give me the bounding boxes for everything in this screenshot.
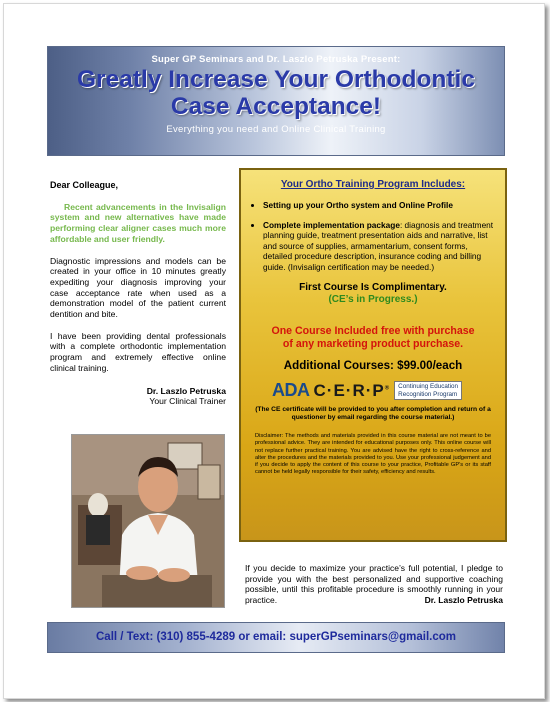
program-title: Your Ortho Training Program Includes: <box>280 179 466 190</box>
closing-signature: Dr. Laszlo Petruska <box>424 594 503 605</box>
body-paragraph-2: I have been providing dental professionals with a complete orthodontic implementation program and extremely effective online clinical training. <box>50 330 226 373</box>
program-box <box>239 168 507 542</box>
ada-letters: ADA <box>272 380 310 401</box>
offer-line-1: One Course Included free with purchase <box>271 324 475 337</box>
program-item-2 <box>263 220 495 273</box>
additional-courses-price: Additional Courses: $99.00/each <box>283 358 463 372</box>
first-course-note: First Course Is Complimentary. <box>299 281 447 293</box>
cerp-letters <box>314 381 391 401</box>
ada-cerp-logo <box>272 380 474 402</box>
signature-block <box>50 386 226 407</box>
cerp-description-line-2: Recognition Program <box>398 390 458 398</box>
page-title <box>48 66 504 120</box>
ces-note: (CE’s in Progress.) <box>328 293 418 305</box>
cerp-letters-text: C·E·R·P <box>313 380 385 400</box>
header-subtitle: Everything you need and Online Clinical Training <box>166 124 386 135</box>
program-item-1: • Setting up your Ortho system and Online Profile <box>263 200 495 211</box>
body-paragraph-1: Diagnostic impressions and models can be created in your office in 10 minutes greatly expediting your diagnosis improving your case acceptance rate when used as a demonstration model of the patient current dentition and bite. <box>50 255 226 320</box>
program-list <box>241 200 505 273</box>
header-banner <box>47 46 505 156</box>
letter-column <box>50 180 226 407</box>
presenter-line: Super GP Seminars and Dr. Laszlo Petruska Present: <box>151 54 401 65</box>
signature-role: Your Clinical Trainer <box>149 396 226 407</box>
program-item-2-heading: Complete implementation package <box>263 219 400 230</box>
cerp-description <box>394 381 462 400</box>
trainer-photo-illustration <box>72 435 224 607</box>
contact-line: Call / Text: (310) 855-4289 or email: superGPseminars@gmail.com <box>96 631 456 643</box>
signature-name: Dr. Laszlo Petruska <box>146 385 226 396</box>
offer-line-2: of any marketing product purchase. <box>282 337 464 350</box>
trainer-photo <box>71 434 225 608</box>
contact-footer <box>47 622 505 653</box>
highlight-paragraph: Recent advancements in the Invisalign system and new alternatives have made performing clear aligner cases much more affordable and user friendly. <box>50 201 226 244</box>
title-line-1: Greatly Increase Your Orthodontic <box>76 66 475 93</box>
greeting: Dear Colleague, <box>50 180 119 190</box>
cerp-description-line-1: Continuing Education <box>398 383 459 391</box>
registered-mark: ® <box>384 384 391 391</box>
title-line-2: Case Acceptance! <box>170 93 382 120</box>
free-course-offer <box>241 325 505 351</box>
certificate-note: (The CE certificate will be provided to you after completion and return of a questioner by email regarding the course material.) <box>255 405 491 421</box>
closing-paragraph <box>245 563 503 605</box>
program-item-2-detail: : diagnosis and treatment planning guide, treatment presentation aids and narrative, list and source of supplies, armamentarium, consent forms, detailed procedure description, insurance coding and billing guide. (Invisalign certification may be needed.) <box>263 219 494 272</box>
disclaimer: Disclaimer: The methods and materials provided in this course material are not meant to be professional advice. They are intended for educational purposes only. This online course will not replace further practical training. You are advised have the right to cross-reference and alter the procedures and the materials provided to you. Use your professional judgement and if you decide to apply the content of this course to your practice, Profitable GP’s or its staff cannot be held legally responsible for their safety, efficiency and results. <box>255 432 491 476</box>
closing-text: If you decide to maximize your practice’s full potential, I pledge to provide you with the best personalized and supportive coaching possible, until this profitable procedure is smoothly running in your practice. <box>245 563 503 605</box>
